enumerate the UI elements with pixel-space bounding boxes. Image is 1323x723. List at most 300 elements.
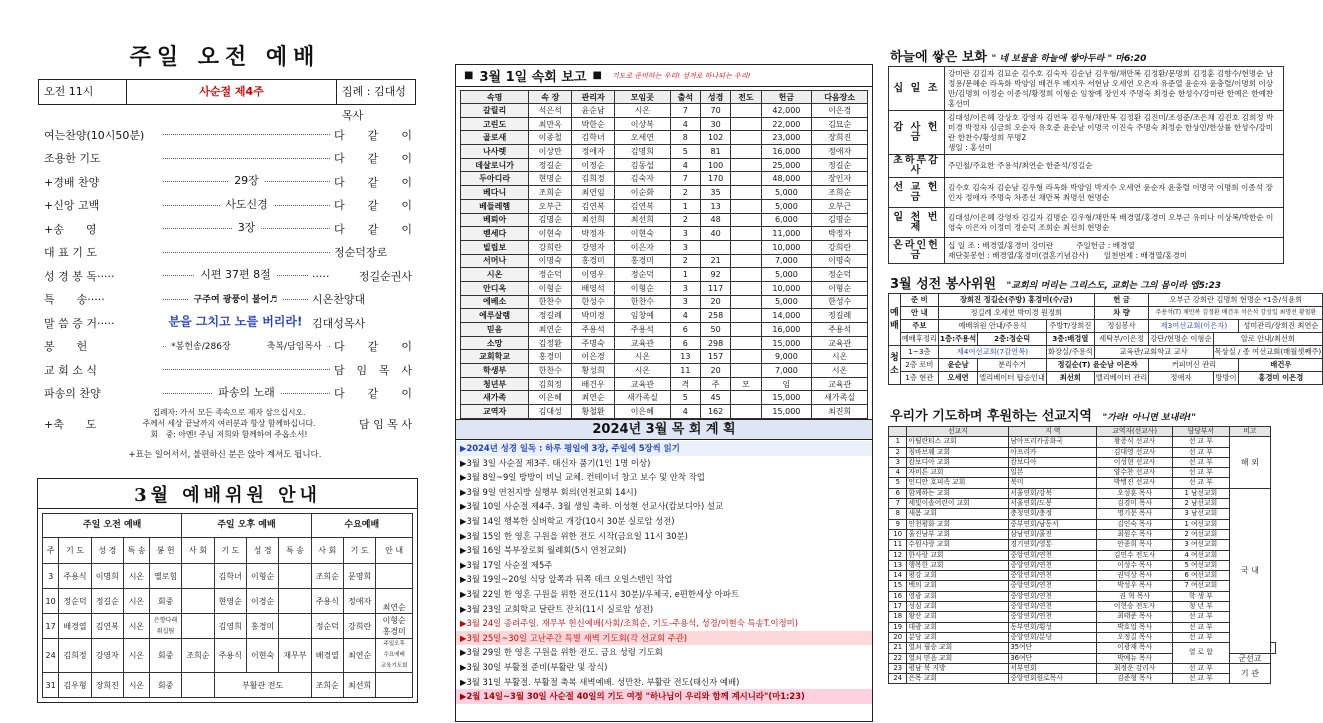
duty-cell: 강영자 [91, 639, 123, 673]
attendance-cell: 50 [700, 323, 730, 337]
attendance-cell: 4 [670, 158, 700, 172]
order-leader: 시온찬양대 [312, 293, 366, 307]
missions-cell: 19 [889, 622, 907, 632]
plan-item: ▶3월 9일 연천지방 실행부 회의(연천교회 14시) [460, 486, 638, 497]
duty-cell: 옐로힘 [149, 564, 181, 589]
missions-cell: 36여단 [1009, 653, 1097, 663]
attendance-col-header: 관리자 [572, 91, 615, 104]
attendance-cell: 한찬수 [615, 295, 671, 309]
attendance-cell: 20 [700, 295, 730, 309]
order-leader: ····· 정길순권사 [312, 269, 412, 283]
benediction-name: +축 도 [44, 417, 97, 431]
missions-cell: 일본 [1009, 468, 1097, 478]
attendance-box [455, 87, 873, 423]
missions-cell: 17 [889, 602, 907, 612]
missions-cell: 24 [889, 674, 907, 684]
duty-cell: 김희정 [59, 639, 91, 673]
missions-cell: 권덕상 목사 [1097, 571, 1173, 581]
order-detail: 시편 37편 8절 [194, 266, 277, 282]
attendance-cell: 김연복 [572, 199, 615, 213]
missions-cell: 선 교 부 [1173, 674, 1230, 684]
attendance-cell: 92 [700, 268, 730, 282]
missions-row [889, 499, 1276, 509]
duty-cell: 정애자 [343, 589, 375, 614]
offering-names: 김대성/이은혜 강영자 김길자 김명순 김우형/채만복 배경열/홍경미 오부근 유미나 이상복/박한순 이영숙 이은자 이정미 정순덕 조희순 최선희 현명순 [945, 208, 1284, 238]
attendance-cell: 이영우 [572, 268, 615, 282]
missions-cell: 남아프리카공화국 [1009, 437, 1097, 447]
attendance-cell: 소망 [461, 336, 529, 350]
missions-cell: 성심 교회 [907, 602, 1009, 612]
missions-cell: 은목 교회 [907, 674, 1009, 684]
attendance-cell: 최만옥 [529, 117, 572, 131]
missions-cell: 13 [889, 560, 907, 570]
missions-cell: 캄보디아 교회 [907, 457, 1009, 467]
missions-cell: 북미 [1009, 478, 1097, 488]
attendance-cell: 이순화 [615, 186, 671, 200]
attendance-cell: 이상만 [529, 145, 572, 159]
attendance-cell: 3 [670, 227, 700, 241]
vol-cell: 엘리베이터 관리 [1094, 372, 1149, 385]
missions-cell: 최원수 목사 [1097, 529, 1173, 539]
attendance-col-header: 출석 [670, 91, 700, 104]
duty-cell: 강희란 [343, 614, 375, 639]
offering-table [888, 66, 1284, 264]
attendance-cell: 117 [700, 281, 730, 295]
offering-row [889, 67, 1284, 111]
attendance-cell: 데살로니가 [461, 158, 529, 172]
attendance-cell: 4 [670, 309, 700, 323]
vol-cell: 정애자 [1149, 372, 1213, 385]
vol-cell: 정길례 오세연 박미경 원정희 [938, 307, 1094, 320]
attendance-cell: 25,000 [761, 158, 812, 172]
vol-cell: 준 비 [900, 294, 938, 307]
attendance-cell: 김학녀 [572, 131, 615, 145]
duty-col-header: 특 송 [123, 538, 149, 564]
attendance-cell: 박미경 [572, 309, 615, 323]
attendance-cell: 주용석 [572, 323, 615, 337]
missions-cell: 10 [889, 529, 907, 539]
attendance-cell: 10,000 [761, 240, 812, 254]
attendance-cell: 갈릴리 [461, 104, 529, 118]
duty-cell: 김우형 [59, 673, 91, 698]
missions-row [889, 560, 1276, 570]
missions-cell: 15 [889, 581, 907, 591]
attendance-cell: 나사렛 [461, 145, 529, 159]
attendance-cell: 이은혜 [529, 391, 572, 405]
plan-item: ▶3월 8일~9일 방방이 비닐 교체. 컨테이너 창고 보수 및 안착 작업 [460, 472, 705, 483]
missions-note [1271, 643, 1276, 653]
volunteers-verse: "교회의 머리는 그리스도, 교회는 그의 몸이라 엡5:23 [1006, 281, 1222, 291]
duty-col-header: 안 내 [376, 538, 413, 564]
missions-cell: 중앙연회원로목사 [1009, 674, 1097, 684]
attendance-cell: 배영석 [572, 281, 615, 295]
attendance-cell: 홍경미 [529, 350, 572, 364]
attendance-cell: 이은자 [615, 240, 671, 254]
missions-box [888, 426, 1276, 684]
attendance-cell: 최연순 [529, 323, 572, 337]
attendance-cell [731, 131, 761, 145]
duty-cell: 정순덕 [311, 614, 343, 639]
attendance-cell: 이은경 [572, 350, 615, 364]
missions-cell: 8 [889, 509, 907, 519]
vol-cell: 세탁부/이은정 [1094, 333, 1149, 346]
attendance-cell: 김묘순 [812, 117, 868, 131]
attendance-cell: 학생부 [461, 364, 529, 378]
order-name: 파송의 찬양 [44, 387, 101, 401]
volunteers-side-worship: 예배 [889, 294, 901, 346]
order-dots [163, 252, 330, 253]
attendance-cell [731, 145, 761, 159]
attendance-cell: 이형순 [615, 281, 671, 295]
missions-cell: 3 여선교회 [1173, 540, 1230, 550]
attendance-cell [731, 172, 761, 186]
attendance-row [461, 295, 868, 309]
attendance-cell: 김대성 [529, 405, 572, 419]
duty-cell: 최연순 [376, 589, 413, 614]
order-row [44, 170, 412, 194]
attendance-cell: 홍경미 [572, 254, 615, 268]
missions-cell: 7 [889, 499, 907, 509]
duty-title: 3월 예배위원 안내 [134, 484, 321, 506]
attendance-cell: 시온 [812, 350, 868, 364]
plan-item: ▶3월 17일 사순절 제5주 [460, 559, 553, 570]
attendance-cell: 오부근 [529, 199, 572, 213]
order-name: 여는찬양(10시50분) [44, 128, 145, 142]
worship-time: 오전 11시 [39, 80, 127, 104]
attendance-cell: 이형순 [812, 281, 868, 295]
missions-cell: 김민수 전도사 [1097, 550, 1173, 560]
attendance-cell: 정길순 [529, 158, 572, 172]
attendance-cell [731, 158, 761, 172]
missions-cell: 이성현 선교사 [1097, 457, 1173, 467]
duty-row [43, 564, 413, 589]
worship-order-list [44, 123, 412, 405]
attendance-cell [731, 405, 761, 419]
duty-cell: 문명희 [343, 564, 375, 589]
attendance-cell: 11 [670, 364, 700, 378]
attendance-cell: 이현숙 [615, 227, 671, 241]
offering-names: 강미란 김길자 김묘순 김수호 김숙자 김순남 김우형/채만복 김정환/문명희 김정훈 김향수/현명순 남정용/문혜순 라옥화 박양임 배건우 배지우 서현남 오세연 오은자 유준열 윤순자 윤충렬/이명희 이상만/김명희 이정순 이종석/황정희 이형순 임창예 장인자 주명숙 최정순 한성수/강미란 한예은 한예찬 홍선미 [945, 67, 1284, 111]
plan-item: ▶3월 15일 한 영혼 구원을 위한 전도 시작(금요일 11시 30분) [460, 530, 688, 541]
attendance-cell [731, 213, 761, 227]
offering-title: 하늘에 쌓은 보화 [890, 50, 987, 65]
order-dots [163, 385, 330, 399]
volunteers-side-cleaning: 청소 [889, 346, 901, 385]
order-leader: 다 같 이 [334, 175, 412, 189]
duty-row [43, 673, 413, 698]
attendance-cell: 황철환 [572, 405, 615, 419]
attendance-row [461, 350, 868, 364]
order-row [44, 123, 412, 147]
attendance-cell: 정길례 [812, 309, 868, 323]
attendance-cell: 35 [700, 186, 730, 200]
right-column [880, 0, 1322, 723]
missions-cell: 김준형 목사 [1097, 674, 1173, 684]
attendance-col-header: 속 장 [529, 91, 572, 104]
vol-cell: 방방이 [1213, 372, 1239, 385]
duty-cell: 배경열 [311, 639, 343, 673]
duty-cell [279, 589, 311, 614]
attendance-row [461, 336, 868, 350]
missions-col-header: 선교지 [907, 427, 1009, 437]
missions-col-header: 비고 [1229, 427, 1271, 437]
offering-row [889, 155, 1284, 178]
missions-heading [890, 405, 1196, 424]
attendance-row [461, 309, 868, 323]
attendance-col-header: 헌금 [761, 91, 812, 104]
attendance-cell: 김정환 [529, 336, 572, 350]
missions-cell: 명기문 목사 [1097, 509, 1173, 519]
duty-col-header: 성 경 [91, 538, 123, 564]
order-dots [163, 341, 330, 352]
missions-cell: 1 [889, 437, 907, 447]
attendance-cell: 석은석 [529, 104, 572, 118]
offering-heading [890, 46, 1146, 65]
vol-cell: 교육관/교회학교 교사 [1094, 346, 1213, 359]
order-name: +송 영 [44, 222, 97, 236]
missions-cell: 14 [889, 571, 907, 581]
attendance-cell: 교육관 [812, 336, 868, 350]
duty-cell: 조희순 [311, 673, 343, 698]
missions-row [889, 622, 1276, 632]
attendance-cell: 박정자 [812, 227, 868, 241]
attendance-cell: 고린도 [461, 117, 529, 131]
attendance-header [455, 64, 873, 87]
attendance-cell [731, 295, 761, 309]
offering-row [889, 111, 1284, 155]
vol-cell: 홍경미 이은경 [1239, 372, 1323, 385]
duty-cell [279, 564, 311, 589]
attendance-cell: 102 [700, 131, 730, 145]
missions-cell: 2 [889, 447, 907, 457]
duty-group-header: 주일 오전 예배 [43, 514, 182, 538]
missions-cell: 선 교 부 [1173, 622, 1230, 632]
middle-column [455, 0, 873, 723]
missions-note: 국 내 [1229, 488, 1271, 653]
plan-item: ▶2024년 성경 일독 : 하루 평일에 3장, 주일에 5장씩 읽기 [456, 441, 872, 456]
missions-cell: 11 [889, 540, 907, 550]
duty-col-header: 사 회 [182, 538, 214, 564]
attendance-cell: 8 [670, 131, 700, 145]
missions-row [889, 550, 1276, 560]
plan-box [455, 419, 873, 722]
missions-row [889, 437, 1276, 447]
attendance-cell: 새가족 [461, 391, 529, 405]
attendance-cell: 7 [670, 104, 700, 118]
attendance-col-header: 전도 [731, 91, 761, 104]
attendance-cell: 안디옥 [461, 281, 529, 295]
missions-cell: 중앙연회/연천 [1009, 550, 1097, 560]
missions-row [889, 488, 1276, 498]
attendance-cell: 정순덕 [615, 268, 671, 282]
missions-cell: 충청연회/충정 [1009, 509, 1097, 519]
attendance-cell: 에베소 [461, 295, 529, 309]
attendance-row [461, 158, 868, 172]
attendance-row [461, 186, 868, 200]
attendance-row [461, 199, 868, 213]
duty-cell: 김영희 [214, 614, 246, 639]
duty-table [42, 513, 413, 698]
duty-cell: 정순덕 [59, 589, 91, 614]
order-leader: 다 같 이 [334, 387, 412, 401]
order-name: 특 송····· [44, 293, 105, 307]
missions-cell: 이성수 목사 [1097, 560, 1173, 570]
vol-cell: 3층:배경열 [1046, 333, 1094, 346]
attendance-cell: 베다니 [461, 186, 529, 200]
offering-names: 십 일 조 : 배경열/홍경미 강미란 주일헌금 : 배경열 재단꽃봉헌 : 배경열/홍경미(결혼기념감사) 일천번제 : 배경열/홍경미 [945, 238, 1284, 264]
vol-cell: 오세연 [938, 372, 977, 385]
vol-cell: 엘리베이터 탑승인내 [978, 372, 1047, 385]
duty-group-header: 수요예배 [311, 514, 412, 538]
order-detail: 분을 그치고 노를 버리라! [163, 313, 309, 330]
missions-cell: 수원샤랑 교회 [907, 540, 1009, 550]
missions-cell: 박성우 목사 [1097, 581, 1173, 591]
duty-cell: 회중 [149, 639, 181, 673]
attendance-cell: 5,000 [761, 268, 812, 282]
attendance-cell: 16,000 [761, 145, 812, 159]
order-name: 성 경 봉 독····· [44, 269, 115, 283]
missions-row [889, 447, 1276, 457]
attendance-cell: 김명순 [812, 213, 868, 227]
attendance-row [461, 213, 868, 227]
attendance-cell [700, 240, 730, 254]
order-dots [163, 174, 330, 188]
missions-cell: 대광 교회 [907, 622, 1009, 632]
vol-cell: 제3여선교회(이은자) [1149, 320, 1239, 333]
duty-cell [182, 614, 214, 639]
missions-col-header [889, 427, 907, 437]
duty-cell: 장희진 [91, 673, 123, 698]
attendance-cell: 최진희 [812, 405, 868, 419]
attendance-cell: 48 [700, 213, 730, 227]
missions-cell: 1 여선교회 [1173, 519, 1230, 529]
attendance-cell: 42,000 [761, 104, 812, 118]
attendance-cell: 주용석 [615, 323, 671, 337]
duty-cell: 시온 [123, 639, 149, 673]
duty-cell: 이형순 홍경미 [376, 614, 413, 639]
vol-cell: 배건우 [1239, 359, 1323, 372]
attendance-row [461, 281, 868, 295]
attendance-cell: 임창예 [615, 309, 671, 323]
vol-cell: 안 내 [900, 307, 938, 320]
duty-cell: 홍경미 [246, 614, 278, 639]
order-dots [163, 221, 330, 235]
left-column [0, 0, 450, 723]
attendance-cell: 새가족실 [812, 391, 868, 405]
attendance-cell: 7,000 [761, 254, 812, 268]
attendance-cell: 주 [700, 377, 730, 391]
attendance-cell: 6,000 [761, 213, 812, 227]
attendance-cell: 빌립보 [461, 240, 529, 254]
attendance-subtitle: 기도로 준비하는 우리! 섬겨로 하나되는 우리! [611, 71, 751, 80]
order-detail: 29장 [228, 172, 265, 188]
missions-cell: 한사랑 교회 [907, 550, 1009, 560]
volunteers-heading [890, 273, 1221, 292]
vol-cell: 헌 금 [1094, 294, 1149, 307]
attendance-cell: 벧세다 [461, 227, 529, 241]
attendance-cell: 13 [700, 199, 730, 213]
missions-cell: 왕산 교회 [907, 612, 1009, 622]
missions-row [889, 602, 1276, 612]
attendance-col-header: 다음장소 [812, 91, 868, 104]
attendance-cell: 5 [670, 145, 700, 159]
duty-col-header: 주 [43, 538, 59, 564]
order-row [44, 311, 412, 335]
attendance-cell: 서머나 [461, 254, 529, 268]
attendance-cell: 22,000 [761, 117, 812, 131]
order-leader: 다 같 이 [334, 222, 412, 236]
order-row [44, 358, 412, 382]
duty-cell: 24 [43, 639, 59, 673]
vol-cell: 분리수거 [978, 359, 1047, 372]
vol-cell: 차 량 [1094, 307, 1149, 320]
attendance-cell: 최선희 [572, 213, 615, 227]
order-dots [163, 134, 330, 135]
missions-row [889, 632, 1276, 642]
missions-cell: 안종희 목사 [1097, 540, 1173, 550]
attendance-cell: 정애자 [812, 145, 868, 159]
attendance-row [461, 254, 868, 268]
missions-cell: 선 교 부 [1173, 663, 1230, 673]
attendance-cell: 정순덕 [812, 268, 868, 282]
missions-cell: 중앙연회/연천 [1009, 560, 1097, 570]
attendance-cell [731, 336, 761, 350]
duty-cell: 시온 [123, 564, 149, 589]
missions-cell: 오성훈 목사 [1097, 488, 1173, 498]
missions-cell: 최태준 목사 [1097, 612, 1173, 622]
attendance-cell: 시온 [615, 364, 671, 378]
attendance-row [461, 145, 868, 159]
attendance-cell: 15,000 [761, 405, 812, 419]
attendance-cell: 15,000 [761, 391, 812, 405]
order-name: +신앙 고백 [44, 199, 100, 213]
attendance-row [461, 405, 868, 419]
vol-cell: 예배후정리 [900, 333, 938, 346]
order-dots [163, 314, 308, 329]
attendance-cell: 임 [761, 377, 812, 391]
missions-row [889, 529, 1276, 539]
attendance-cell: 258 [700, 309, 730, 323]
attendance-cell: 9,000 [761, 350, 812, 364]
attendance-cell: 45 [700, 391, 730, 405]
attendance-cell: 박정자 [572, 227, 615, 241]
attendance-row [461, 364, 868, 378]
missions-cell: 김경미 목사 [1097, 499, 1173, 509]
attendance-cell: 6 [670, 323, 700, 337]
attendance-cell: 한성수 [572, 295, 615, 309]
attendance-cell [731, 186, 761, 200]
attendance-cell: 40 [700, 227, 730, 241]
missions-cell: 칭바브웨 교회 [907, 447, 1009, 457]
missions-cell: 22 [889, 653, 907, 663]
missions-cell: 이현승 전도사 [1097, 602, 1173, 612]
duty-cell: 정길순 [91, 589, 123, 614]
duty-col-header: 성 경 [246, 538, 278, 564]
plan-item: ▶3월 29일 한 영혼 구원을 위한 전도. 금요 성령 기도회 [460, 647, 663, 658]
attendance-cell: 교회학교 [461, 350, 529, 364]
attendance-cell: 이은경 [812, 104, 868, 118]
attendance-cell: 조희순 [529, 186, 572, 200]
vol-cell: 오부근 강희란 김명희 현명순 *1층/석윤희 [1149, 294, 1323, 307]
attendance-cell: 김희정 [529, 377, 572, 391]
attendance-cell [731, 227, 761, 241]
missions-row [889, 663, 1276, 673]
offering-label: 초하루감사 [889, 155, 945, 178]
attendance-cell: 170 [700, 172, 730, 186]
offering-label: 감 사 헌 금 [889, 111, 945, 155]
attendance-cell: 21 [700, 254, 730, 268]
attendance-cell: 298 [700, 336, 730, 350]
